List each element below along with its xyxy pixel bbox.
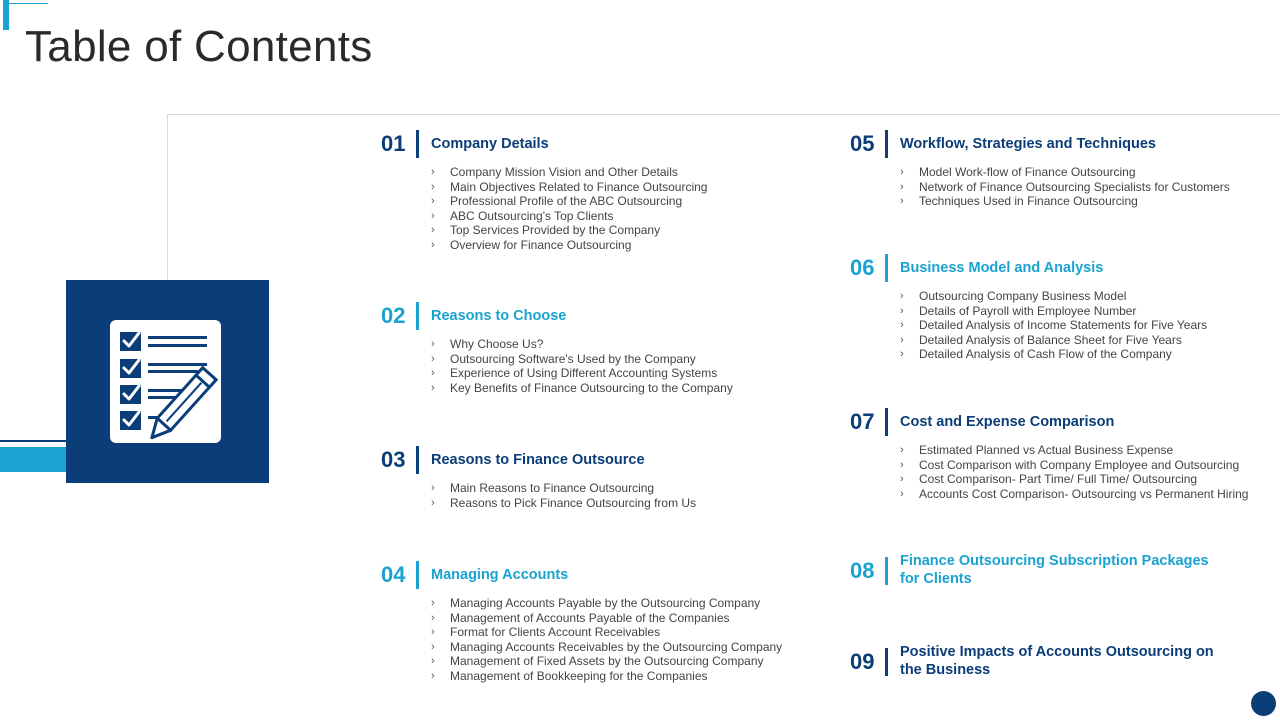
- section-divider: [416, 561, 419, 589]
- corner-accent-bar: [3, 0, 9, 30]
- corner-accent-line: [3, 3, 48, 4]
- toc-section-02[interactable]: [381, 302, 733, 395]
- list-item[interactable]: › Accounts Cost Comparison- Outsourcing vs Permanent Hiring: [900, 487, 1248, 502]
- section-items: [431, 596, 782, 683]
- list-item[interactable]: › Management of Bookkeeping for the Companies: [431, 669, 782, 684]
- list-item[interactable]: › Network of Finance Outsourcing Specialists for Customers: [900, 180, 1230, 195]
- left-accent-line: [0, 440, 66, 442]
- section-title-line: the Business: [900, 662, 991, 678]
- section-number: 05: [850, 131, 875, 156]
- section-title-line: for Clients: [900, 571, 972, 587]
- list-item[interactable]: › Estimated Planned vs Actual Business Expense: [900, 443, 1248, 458]
- section-items: [900, 165, 1230, 209]
- list-item[interactable]: › Company Mission Vision and Other Details: [431, 165, 707, 180]
- corner-dot: [1251, 691, 1276, 716]
- list-item[interactable]: › Overview for Finance Outsourcing: [431, 238, 707, 253]
- list-item[interactable]: › Cost Comparison with Company Employee and Outsourcing: [900, 458, 1248, 473]
- icon-panel: [66, 280, 269, 483]
- section-title[interactable]: Reasons to Finance Outsource: [431, 452, 645, 468]
- list-item[interactable]: › Reasons to Pick Finance Outsourcing from Us: [431, 496, 696, 511]
- checklist-pencil-icon: [66, 280, 269, 483]
- section-number: 01: [381, 131, 406, 156]
- toc-section-03[interactable]: [381, 446, 696, 510]
- section-number: 02: [381, 303, 406, 328]
- section-title[interactable]: Business Model and Analysis: [900, 260, 1104, 276]
- section-divider: [416, 446, 419, 474]
- section-number: 03: [381, 447, 406, 472]
- list-item[interactable]: › Why Choose Us?: [431, 337, 733, 352]
- list-item[interactable]: › Detailed Analysis of Balance Sheet for Five Years: [900, 333, 1207, 348]
- frame-left-line: [167, 114, 168, 280]
- toc-section-06[interactable]: [850, 254, 1207, 362]
- section-number: 09: [850, 649, 875, 674]
- section-title[interactable]: [900, 552, 1209, 588]
- list-item[interactable]: › Model Work-flow of Finance Outsourcing: [900, 165, 1230, 180]
- section-number: 07: [850, 409, 875, 434]
- section-divider: [885, 557, 888, 585]
- toc-section-05[interactable]: [850, 130, 1230, 209]
- list-item[interactable]: › Managing Accounts Payable by the Outsourcing Company: [431, 596, 782, 611]
- section-title-line: Finance Outsourcing Subscription Packages: [900, 553, 1209, 569]
- section-items: [900, 289, 1207, 362]
- list-item[interactable]: › Main Objectives Related to Finance Outsourcing: [431, 180, 707, 195]
- list-item[interactable]: › Format for Clients Account Receivables: [431, 625, 782, 640]
- section-divider: [416, 302, 419, 330]
- section-divider: [885, 408, 888, 436]
- list-item[interactable]: › Management of Fixed Assets by the Outsourcing Company: [431, 654, 782, 669]
- section-title[interactable]: Reasons to Choose: [431, 308, 567, 324]
- list-item[interactable]: › Professional Profile of the ABC Outsourcing: [431, 194, 707, 209]
- section-divider: [885, 130, 888, 158]
- section-divider: [416, 130, 419, 158]
- section-title[interactable]: Managing Accounts: [431, 567, 569, 583]
- list-item[interactable]: › Detailed Analysis of Cash Flow of the Company: [900, 347, 1207, 362]
- section-title[interactable]: Workflow, Strategies and Techniques: [900, 136, 1156, 152]
- list-item[interactable]: › Details of Payroll with Employee Number: [900, 304, 1207, 319]
- left-accent-bar: [0, 447, 66, 472]
- list-item[interactable]: › Outsourcing Software's Used by the Company: [431, 352, 733, 367]
- list-item[interactable]: › Outsourcing Company Business Model: [900, 289, 1207, 304]
- section-title-line: Positive Impacts of Accounts Outsourcing on: [900, 644, 1214, 660]
- section-items: [900, 443, 1248, 501]
- section-title[interactable]: [900, 643, 1214, 679]
- section-title[interactable]: Company Details: [431, 136, 549, 152]
- list-item[interactable]: › Top Services Provided by the Company: [431, 223, 707, 238]
- list-item[interactable]: › Main Reasons to Finance Outsourcing: [431, 481, 696, 496]
- toc-section-01[interactable]: [381, 130, 707, 252]
- frame-top-line: [167, 114, 1280, 115]
- list-item[interactable]: › Managing Accounts Receivables by the Outsourcing Company: [431, 640, 782, 655]
- list-item[interactable]: › ABC Outsourcing's Top Clients: [431, 209, 707, 224]
- list-item[interactable]: › Techniques Used in Finance Outsourcing: [900, 194, 1230, 209]
- section-number: 08: [850, 558, 875, 583]
- section-title[interactable]: Cost and Expense Comparison: [900, 414, 1115, 430]
- section-items: [431, 337, 733, 395]
- toc-section-04[interactable]: [381, 561, 782, 683]
- list-item[interactable]: › Cost Comparison- Part Time/ Full Time/ Outsourcing: [900, 472, 1248, 487]
- list-item[interactable]: › Experience of Using Different Accounting Systems: [431, 366, 733, 381]
- section-divider: [885, 254, 888, 282]
- toc-section-07[interactable]: [850, 408, 1248, 501]
- list-item[interactable]: › Detailed Analysis of Income Statements for Five Years: [900, 318, 1207, 333]
- section-divider: [885, 648, 888, 676]
- list-item[interactable]: › Key Benefits of Finance Outsourcing to the Company: [431, 381, 733, 396]
- section-items: [431, 165, 707, 252]
- list-item[interactable]: › Management of Accounts Payable of the Companies: [431, 611, 782, 626]
- page-title: Table of Contents: [25, 22, 373, 71]
- section-number: 04: [381, 562, 406, 587]
- section-number: 06: [850, 255, 875, 280]
- section-items: [431, 481, 696, 510]
